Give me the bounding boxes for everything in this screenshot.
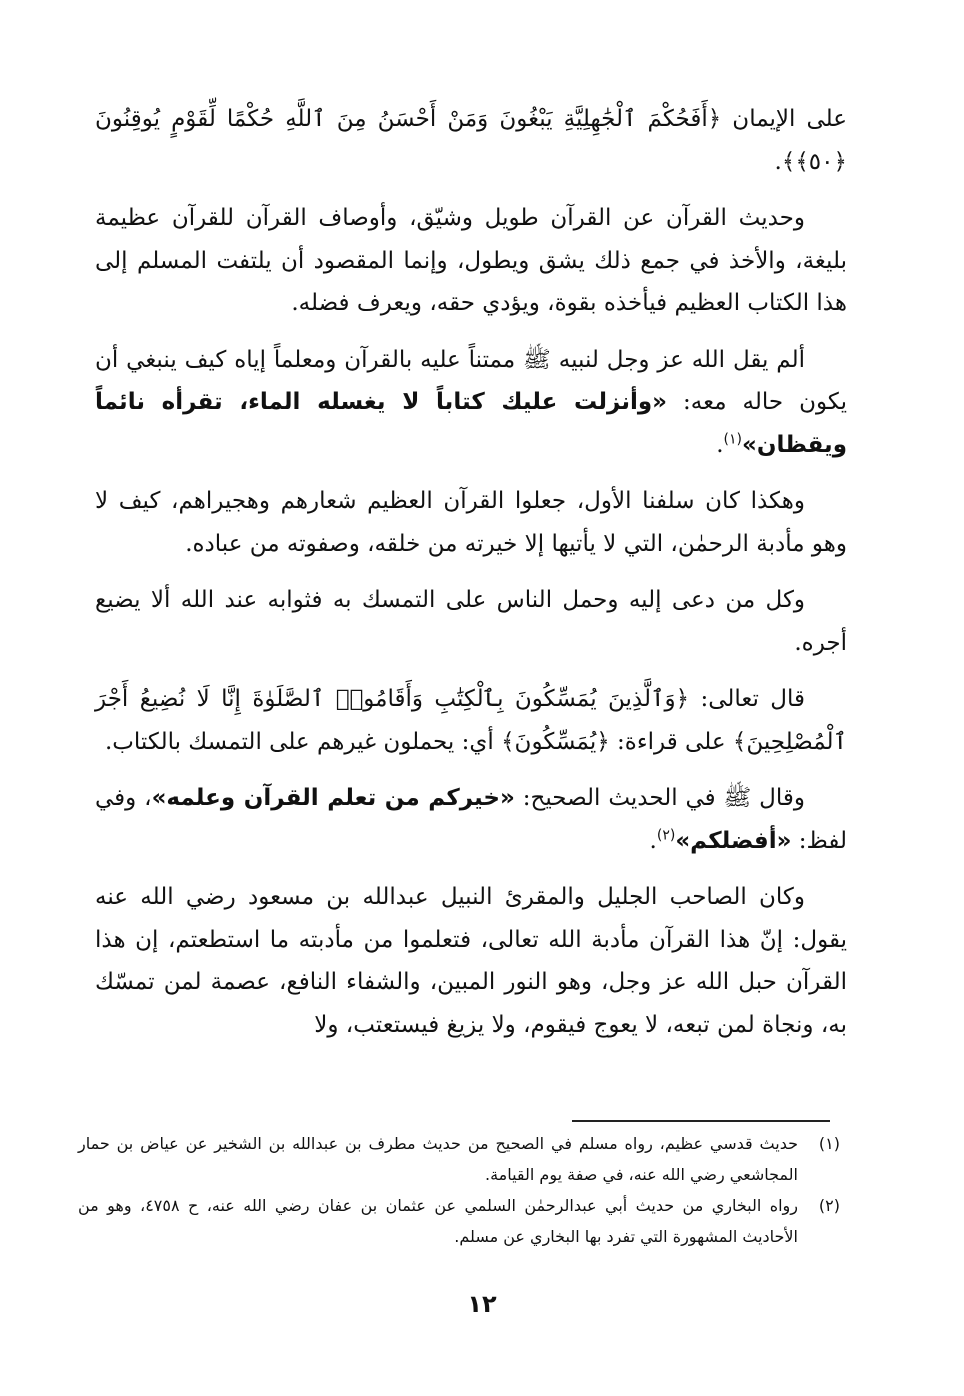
footnote-number: (١)	[818, 1134, 840, 1153]
quran-verse: ﴿وَٱلَّذِينَ يُمَسِّكُونَ بِٱلْكِتَٰبِ وَأَقَامُوا۟ ٱلصَّلَوٰةَ إِنَّا لَا نُضِيعُ أَجْرَ ٱلْمُصْلِحِينَ﴾	[95, 686, 847, 755]
hadith-quote: «أفضلكم»	[675, 827, 792, 854]
paragraph-salaf: وهكذا كان سلفنا الأول، جعلوا القرآن العظيم شعارهم وهجيراهم، كيف لا وهو مأدبة الرحمٰن، التي لا يأتيها إلا خيرته من خلقه، وصفوته من عباده.	[95, 488, 847, 557]
quran-verse: ﴿أَفَحُكْمَ ٱلْجَٰهِلِيَّةِ يَبْغُونَ وَمَنْ أَحْسَنُ مِنَ ٱللَّهِ حُكْمًا لِّقَوْمٍ يُوقِنُونَ ﴿٥٠﴾﴾	[95, 106, 847, 175]
footnote-number: (٢)	[818, 1196, 840, 1215]
paragraph-verse-holders	[95, 678, 847, 763]
page-number: ١٢	[467, 1290, 497, 1318]
footnote	[78, 1190, 840, 1252]
footnotes	[78, 1128, 840, 1252]
footnote-text: رواه البخاري من حديث أبي عبدالرحمٰن السلمي عن عثمان بن عفان رضي الله عنه، ح ٤٧٥٨، وهو من الأحاديث المشهورة التي تفرد بها البخاري عن مسلم.	[78, 1196, 799, 1246]
paragraph-text: وقال ﷺ في الحديث الصحيح:	[514, 785, 805, 811]
paragraph-text: أي: يحملون غيرهم على التمسك بالكتاب.	[104, 728, 502, 755]
punctuation: .	[716, 431, 724, 458]
hadith-quote: «خيركم من تعلم القرآن وعلمه»	[151, 785, 515, 811]
paragraph-text: على قراءة:	[609, 728, 733, 755]
paragraph-best-of-you	[95, 777, 847, 862]
paragraph-quran-verse	[95, 98, 847, 183]
paragraph-ibn-masud: وكان الصاحب الجليل والمقرئ النبيل عبدالله بن مسعود رضي الله عنه يقول: إنّ هذا القرآن مأدبة الله تعالى، فتعلموا من مأدبته ما استطعتم، إن هذا القرآن حبل الله عز وجل، وهو النور المبين، والشفاء النافع، عصمة لمن تمسّك به، ونجاة لمن تبعه، لا يعوج فيقوم، ولا يزيغ فيستعتب، ولا	[95, 884, 847, 1038]
main-text	[95, 98, 847, 1060]
punctuation: .	[774, 148, 782, 175]
paragraph-text: ألم يقل الله عز وجل لنبيه ﷺ ممتناً عليه بالقرآن ومعلماً إياه كيف ينبغي أن يكون حاله معه:	[95, 346, 847, 415]
punctuation: .	[649, 827, 657, 854]
paragraph-prophet-address	[95, 339, 847, 467]
paragraph-reward: وكل من دعى إليه وحمل الناس على التمسك به فثوابه عند الله ألا يضيع أجره.	[95, 587, 847, 656]
quran-word: ﴿يُمَسِّكُونَ﴾	[501, 728, 610, 755]
hadith-quote: «وأنزلت عليك كتاباً لا يغسله الماء، تقرأه نائماً ويقظان»	[95, 389, 847, 458]
footnote-text: حديث قدسي عظيم، رواه مسلم في الصحيح من حديث مطرف بن عبدالله بن الشخير عن عياض بن حمار المجاشعي رضي الله عنه، في صفة يوم القيامة.	[78, 1134, 798, 1184]
footnote-divider	[572, 1120, 830, 1122]
footnote	[78, 1128, 840, 1190]
paragraph-text: ، وفي لفظ:	[95, 785, 847, 854]
paragraph-text: على الإيمان	[721, 106, 847, 132]
footnote-marker: (٢)	[656, 826, 676, 843]
paragraph-text: قال تعالى:	[689, 686, 805, 712]
footnote-marker: (١)	[723, 430, 742, 447]
paragraph-quran-about-quran: وحديث القرآن عن القرآن طويل وشيّق، وأوصاف القرآن للقرآن عظيمة بليغة، والأخذ في جمع ذلك يشق ويطول، وإنما المقصود أن يلتفت المسلم إلى هذا الكتاب العظيم فيأخذه بقوة، ويؤدي حقه، ويعرف فضله.	[95, 205, 847, 316]
